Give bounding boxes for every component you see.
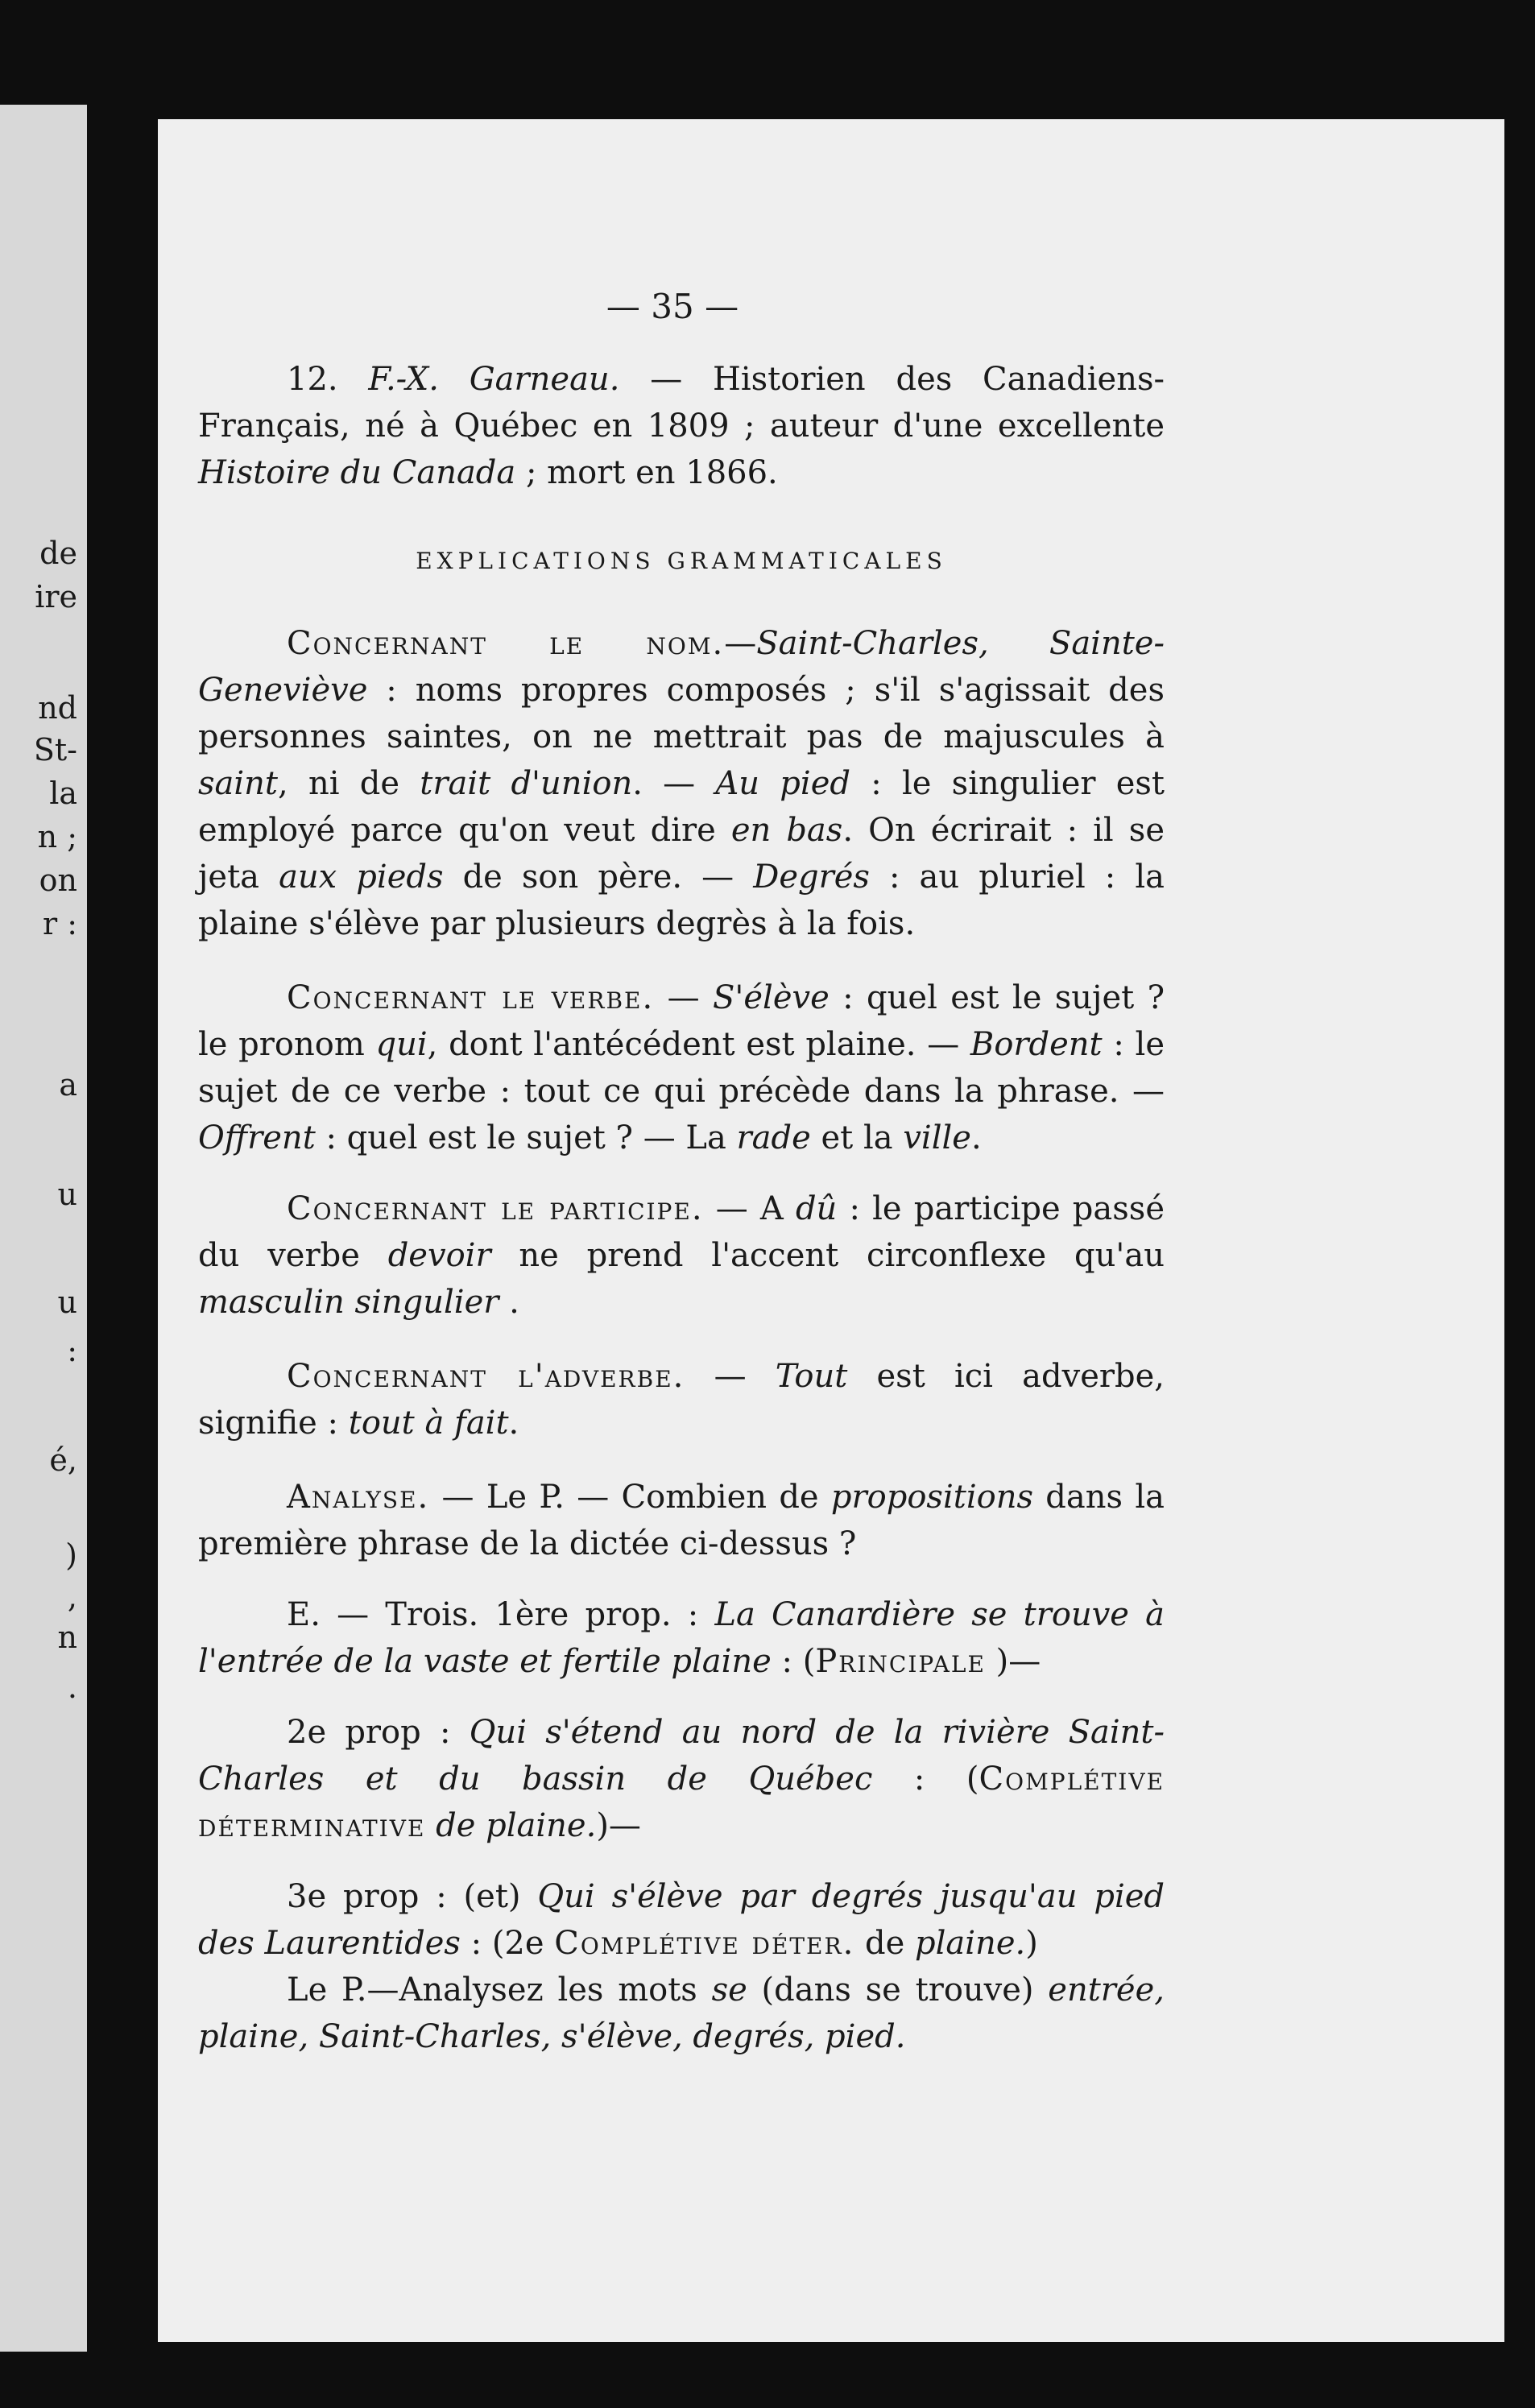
fragment: n (57, 1620, 77, 1655)
text: de son père. — (443, 859, 754, 896)
fragment: St- (33, 732, 77, 767)
example: Saint-Charles, Sainte-Geneviève (198, 625, 1165, 709)
paragraph-adverbe (198, 1353, 1165, 1446)
paragraph-participe (198, 1185, 1165, 1326)
paragraph-analyse (198, 1474, 1165, 1567)
example: Au pied (715, 765, 850, 802)
text: )— (596, 1807, 641, 1844)
example: Qui s'étend au nord de la rivière Saint-Charles et du bassin de Québec (198, 1714, 1165, 1798)
text: : le sujet de ce verbe : tout ce qui précède dans la phrase. — (198, 1026, 1165, 1110)
note-text: ; mort en 1866. (515, 454, 778, 491)
paragraph-label: Concernant le participe. (287, 1190, 704, 1227)
example: en bas (730, 812, 843, 849)
example: Tout (775, 1358, 848, 1395)
text: — (685, 1358, 776, 1395)
text: : quel est le sujet ? le pronom (198, 979, 1165, 1063)
paragraph-nom (198, 620, 1165, 947)
section-heading: EXPLICATIONS GRAMMATICALES (416, 548, 947, 574)
text: — (654, 979, 713, 1016)
example: Bordent (970, 1026, 1103, 1063)
text: de (854, 1925, 916, 1962)
fragment: a (59, 1067, 77, 1103)
text: 2e prop : (287, 1714, 470, 1751)
proposition-type: Principale (815, 1643, 986, 1680)
paragraph-verbe (198, 974, 1165, 1161)
text: 3e prop : (et) (287, 1878, 538, 1915)
note-text: — Historien des Canadiens-Français, né à Québec en 1809 ; auteur d'une excellente (198, 361, 1165, 445)
proposition-type: Complétive déter. (554, 1925, 855, 1962)
text: . On écrirait : il se jeta (198, 812, 1165, 896)
text (425, 1807, 436, 1844)
example: devoir (387, 1237, 491, 1274)
page-body (198, 356, 1165, 2060)
fragment: r : (42, 906, 77, 941)
text: : le singulier est employé parce qu'on veut dire (198, 765, 1165, 849)
text: : ( (872, 1760, 979, 1798)
example: trait d'union (420, 765, 633, 802)
text: ne prend l'accent circonflexe qu'au (490, 1237, 1165, 1274)
text: ) (1025, 1925, 1038, 1962)
footnote-12 (198, 356, 1165, 496)
example: propositions (830, 1479, 1033, 1516)
text: , ni de (278, 765, 420, 802)
fragment: , (67, 1579, 77, 1615)
example: entrée, plaine, Saint-Charles, s'élève, degrés, pied. (198, 1971, 1165, 2055)
text: , dont l'antécédent est plaine. — (427, 1026, 970, 1063)
example: S'élève (712, 979, 830, 1016)
example: qui (375, 1026, 428, 1063)
text: — (724, 625, 757, 662)
text: . (970, 1119, 982, 1156)
paragraph-label: Concernant le nom. (287, 625, 725, 662)
paragraph-prop2 (198, 1709, 1165, 1849)
text: . — (632, 765, 716, 802)
note-number: 12. (287, 361, 338, 398)
text: : (2e (460, 1925, 555, 1962)
example: de plaine. (436, 1807, 597, 1844)
fragment: é, (49, 1442, 77, 1478)
text: : noms propres composés ; s'il s'agissait des personnes saintes, on ne mettrait pas de majuscules à (198, 672, 1165, 755)
fragment: de (39, 536, 77, 571)
text: : ( (771, 1643, 816, 1680)
fragment: u (57, 1177, 77, 1212)
text: . (499, 1284, 519, 1321)
text: : quel est le sujet ? — La (315, 1119, 737, 1156)
text: : le participe passé du verbe (198, 1190, 1165, 1274)
author-name: F.-X. Garneau. (368, 361, 620, 398)
fragment: nd (38, 690, 77, 726)
fragment: on (39, 863, 77, 898)
fragment: u (57, 1285, 77, 1320)
example: se (711, 1971, 747, 2009)
example: aux pieds (279, 859, 444, 896)
page-number: — 35 — (606, 287, 739, 326)
fragment: ire (35, 579, 77, 614)
text: )— (985, 1643, 1041, 1680)
paragraph-label: Concernant le verbe. (287, 979, 655, 1016)
example: Degrés (753, 859, 870, 896)
example: La Canardière se trouve à l'entrée de la vaste et fertile plaine (198, 1596, 1165, 1680)
example: dû (795, 1190, 838, 1227)
text: dans la première phrase de la dictée ci-dessus ? (198, 1479, 1165, 1562)
text: . (508, 1405, 519, 1442)
text: (dans se trouve) (747, 1971, 1049, 2009)
fragment: ) (65, 1537, 77, 1573)
fragment: n ; (37, 819, 77, 854)
paragraph-final (198, 1967, 1165, 2060)
example: tout à fait (348, 1405, 509, 1442)
example: Qui s'élève par degrés jusqu'au pied des Laurentides (198, 1878, 1165, 1962)
book-title: Histoire du Canada (198, 454, 516, 491)
text: : au pluriel : la plaine s'élève par plusieurs degrès à la fois. (198, 859, 1165, 942)
text: — A (703, 1190, 796, 1227)
paragraph-label: Analyse. (287, 1479, 430, 1516)
paragraph-prop3 (198, 1873, 1165, 1967)
fragment: la (49, 776, 77, 811)
text: est ici adverbe, signifie : (198, 1358, 1165, 1442)
paragraph-answer (198, 1591, 1165, 1685)
fragment: . (67, 1669, 77, 1705)
example: masculin singulier (198, 1284, 499, 1321)
text: — Le P. — Combien de (429, 1479, 831, 1516)
text: et la (810, 1119, 904, 1156)
fragment: : (67, 1333, 77, 1368)
paragraph-label: Concernant l'adverbe. (287, 1358, 685, 1395)
example: Offrent (198, 1119, 316, 1156)
proposition-type: Complétive déterminative (198, 1760, 1165, 1844)
text: E. — Trois. 1ère prop. : (287, 1596, 715, 1633)
left-page-edge (0, 105, 87, 2352)
example: plaine. (915, 1925, 1026, 1962)
text: Le P.—Analysez les mots (287, 1971, 712, 2009)
example: rade (736, 1119, 811, 1156)
example: saint (198, 765, 279, 802)
example: ville (903, 1119, 971, 1156)
